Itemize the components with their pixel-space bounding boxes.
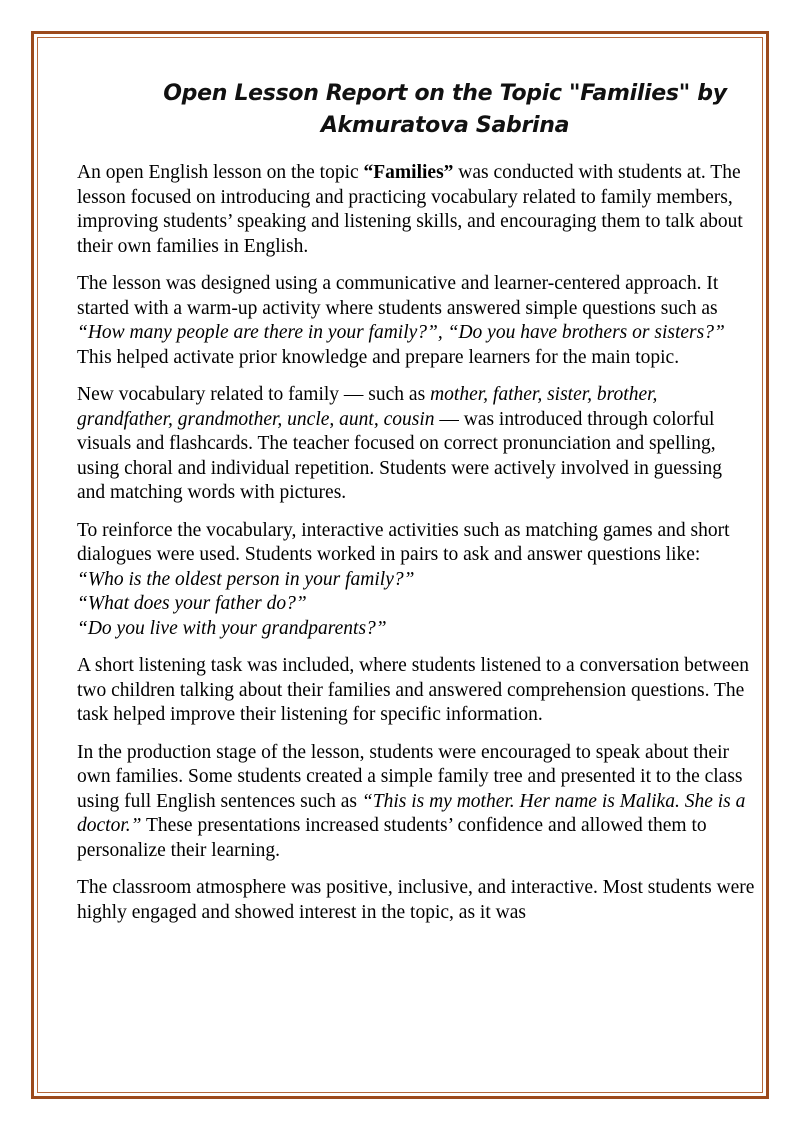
vocabulary-words: mother, father, sister, brother, grandfather, grandmother, uncle, aunt, cousin bbox=[77, 384, 658, 430]
example-sentence: “This is my mother. Her name is Malika. She is a doctor.” bbox=[77, 790, 746, 836]
document-title: Open Lesson Report on the Topic "Families" by Akmuratova Sabrina bbox=[163, 81, 727, 138]
dialogue-question: “What does your father do?” bbox=[77, 593, 307, 614]
dialogue-question: “Who is the oldest person in your family?” bbox=[77, 568, 415, 590]
topic-name: “Families” bbox=[363, 162, 454, 183]
paragraph-production: In the production stage of the lesson, students were encouraged to speak about their own families. Some students created a simple family tree and presented it to the class using full English sentences such as “This is my mother. Her name is Malika. She is a doctor.” These presentations increased students’ confidence and allowed them to personalize their learning. bbox=[77, 741, 746, 861]
document-body bbox=[77, 161, 755, 938]
paragraph-intro: An open English lesson on the topic “Families” was conducted with students at. The lesson focused on introducing and practicing vocabulary related to family members, improving students’ speaking and listening skills, and encouraging them to talk about their own families in English. bbox=[77, 162, 743, 257]
paragraph-reinforcement: To reinforce the vocabulary, interactive activities such as matching games and short dialogues were used. Students worked in pairs to ask and answer questions like: “Who is the oldest person in your family?” “What does your father do?” “Do you live with your grandparents?” bbox=[77, 519, 755, 642]
warm-up-questions: “How many people are there in your family?”, “Do you have brothers or sisters?” bbox=[77, 322, 725, 343]
dialogue-question: “Do you live with your grandparents?” bbox=[77, 617, 387, 639]
paragraph-listening: A short listening task was included, where students listened to a conversation between two children talking about their families and answered comprehension questions. The task helped improve their listening for specific information. bbox=[77, 655, 750, 725]
paragraph-warm-up: The lesson was designed using a communicative and learner-centered approach. It started with a warm-up activity where students answered simple questions such as “How many people are there in your family?”, “Do you have brothers or sisters?” This helped activate prior knowledge and prepare learners for the main topic. bbox=[77, 273, 725, 368]
paragraph-atmosphere: The classroom atmosphere was positive, inclusive, and interactive. Most students were highly engaged and showed interest in the topic, as it was bbox=[77, 877, 755, 923]
paragraph-vocabulary: New vocabulary related to family — such as mother, father, sister, brother, grandfather, grandmother, uncle, aunt, cousin — was introduced through colorful visuals and flashcards. The teacher focused on correct pronunciation and spelling, using choral and individual repetition. Students were actively involved in guessing and matching words with pictures. bbox=[77, 384, 722, 503]
